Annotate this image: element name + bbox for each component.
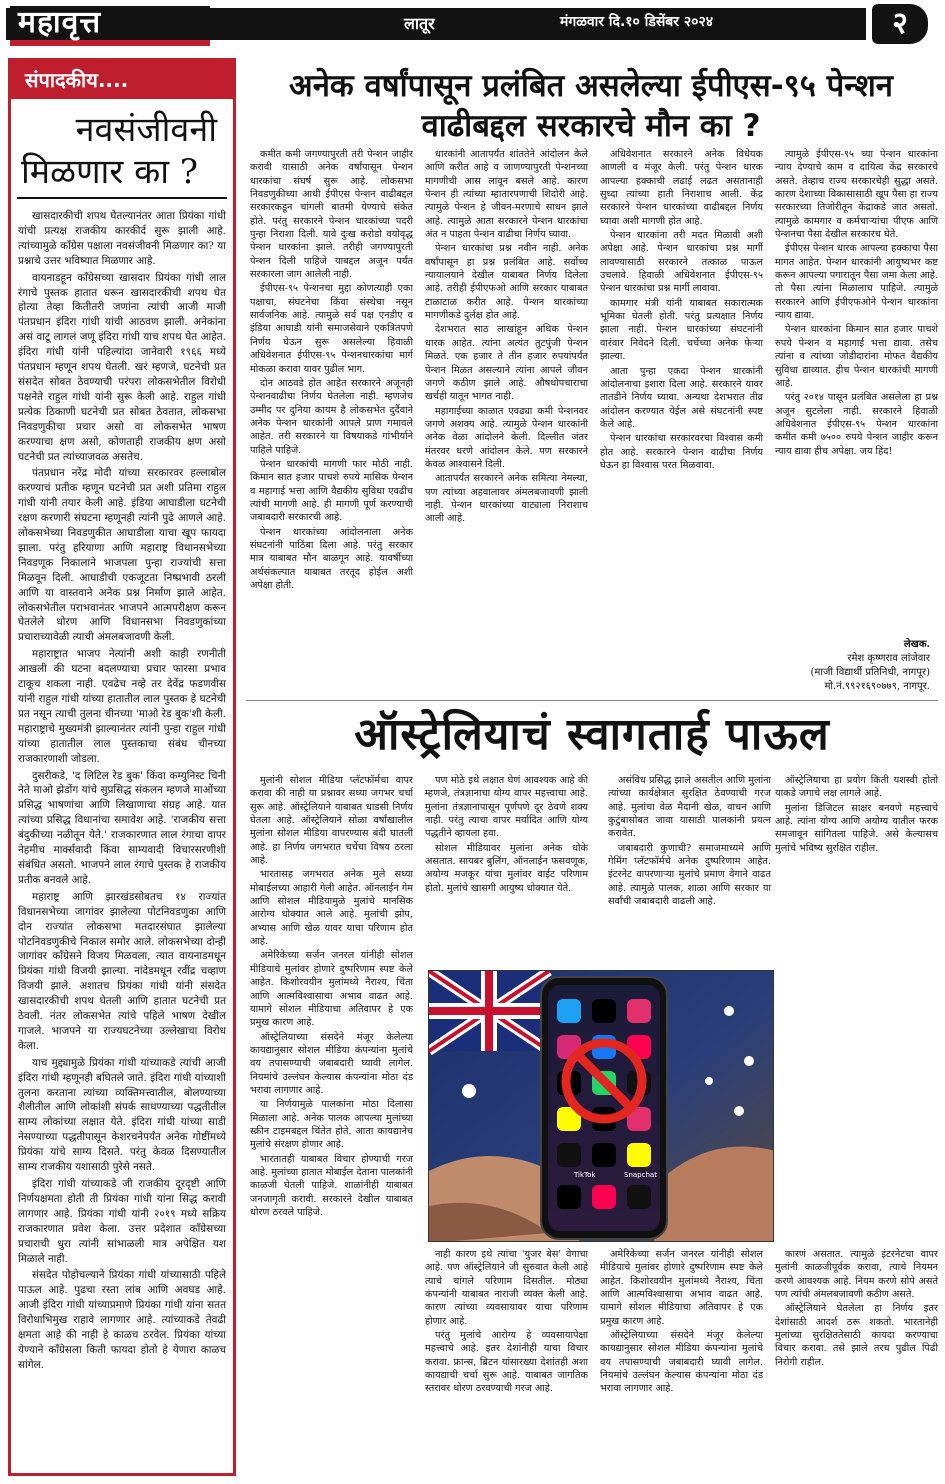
snapchat-app-label: Snapchat [624, 1171, 657, 1179]
article2-paragraph: अमेरिकेच्या सर्जन जनरल यांनीही सोशल मीडियाचे मुलांवर होणारे दुष्परिणाम स्पष्ट केले आहेत. किशोरवयीन मुलांमध्ये नैराश्य, चिंता आणि आत्मविश्वासाचा अभाव वाढत आहे. यामागे सोशल मीडियाचा अतिवापर हे एक प्रमुख कारण आहे. [600, 1249, 763, 1327]
article1-paragraph: पेन्शन धारकांच्या आंदोलनाला अनेक संघटनांनी पाठिंबा दिला आहे. परंतु सरकार मात्र याबाबत मौन बाळगून आहे. यावर्षीच्या अर्थसंकल्पात याबाबत तरतूद होईल अशी अपेक्षा होती. [250, 526, 413, 591]
masthead [0, 0, 945, 44]
editorial-paragraph: याच मुद्द्यामुळे प्रियंका गांधी यांच्याकडे त्यांची आजी इंदिरा गांधी म्हणूनही बघितले जाते. इंदिरा गांधी यांच्याशी तुलना करताना त्यांच्या व्यक्तिमत्त्वातील, बोलण्याच्या शैलीतील आणि लोकांशी संपर्क साधण्याच्या पद्धतीतील साम्य लोकांच्या लक्षात येते. इंदिरा गांधी यांच्या साडी नेसण्याच्या पद्धतीपासून केशरचनेपर्यंत अनेक गोष्टींमध्ये प्रियंका यांचे साम्य दिसते. परंतु केवळ दिसण्यातील साम्य राजकीय यशासाठी पुरेसे नसते. [18, 1056, 226, 1174]
article2-column-4-lower [775, 1248, 938, 1480]
article2-paragraph: ऑस्ट्रेलियाने घेतलेला हा निर्णय इतर देशांसाठी आदर्श ठरू शकतो. भारतानेही मुलांच्या सुरक्षिततेसाठी कायदा करण्याचा विचार करावा. तसे झाले तरच पुढील पिढी निरोगी राहील. [775, 1303, 938, 1368]
article1-paragraph: धारकांनी आतापर्यंत शांततेने आंदोलन केले आणि करीत आहे व जाणण्यापुरती पेन्शनच्या मागणीची आस लावून बसले आहे. कारण पेन्शन ही त्यांच्या म्हातारपणाची शिदोरी आहे. त्यामुळे पेन्शन हे जीवन-मरणाचे साधन झाले आहे. त्यामुळे आता सरकारने पेन्शन धारकांचा अंत न पाहता पेन्शन वाढीचा निर्णय घ्यावा. [425, 149, 588, 241]
article2-paragraph: भारतातही याबाबत विचार होण्याची गरज आहे. मुलांच्या हातात मोबाईल देताना पालकांनी काळजी घेतली पाहिजे. शाळांनीही याबाबत जनजागृती करावी. सरकारने देखील याबाबत धोरण ठरवले पाहिजे. [250, 1153, 413, 1218]
page-number: २ [872, 4, 928, 44]
article1-paragraph: ईपीएस-९५ पेन्शनचा मुद्दा कोणत्याही एका पक्षाचा, संघटनेचा किंवा संस्थेचा नसून सार्वजनिक आहे. त्यामुळे सर्व पक्ष एनडीए व इंडिया आघाडी यांनी समाजसेवाने एकत्रितपणे निर्णय घेऊन सुरू असलेल्या हिवाळी अधिवेशनात ईपीएस-९५ पेन्शनधारकांचा मार्ग मोकळा करावा यावर पुढील भाग. [250, 283, 413, 375]
article2-paragraph: अमेरिकेच्या सर्जन जनरल यांनीही सोशल मीडियाचे मुलांवर होणारे दुष्परिणाम स्पष्ट केले आहेत. किशोरवयीन मुलांमध्ये नैराश्य, चिंता आणि आत्मविश्वासाचा अभाव वाढत आहे. यामागे सोशल मीडियाचा अतिवापर हे एक प्रमुख कारण आहे. [250, 950, 413, 1029]
article1-body [250, 148, 938, 696]
article1-byline [775, 638, 938, 694]
article-divider [246, 700, 938, 701]
article1-paragraph: कामगार मंत्री यांनी याबाबत सकारात्मक भूमिका घेतली होती. परंतु प्रत्यक्षात निर्णय झाला नाही. पेन्शन धारकांच्या संघटनांनी वारंवार निवेदने दिली. चर्चेच्या अनेक फेऱ्या झाल्या. [600, 297, 763, 363]
article2-column-4-upper [775, 774, 938, 964]
article2-paragraph: मुलांना डिजिटल साक्षर बनवणे महत्त्वाचे आहे. त्यांना योग्य आणि अयोग्य यातील फरक समजावून सांगितला पाहिजे. असे केल्यासच मुलांचे भविष्य सुरक्षित राहील. [775, 802, 938, 854]
article1-paragraph: ईपीएस पेन्शन धारक आपल्या हक्काचा पैसा मागत आहेत. पेन्शन धारकांनी आयुष्यभर कष्ट करून आपल्या पगारातून पैसा जमा केला आहे. तो पैसा त्यांना मिळालाच पाहिजे. त्यामुळे सरकारने आणि ईपीएफओने पेन्शन धारकांना न्याय द्यावा. [775, 243, 938, 322]
editorial-column [8, 58, 236, 1476]
article2-column-2-lower [425, 1248, 588, 1480]
article1-headline: अनेक वर्षांपासून प्रलंबित असलेल्या ईपीएस-९५ पेन्शन वाढीबद्दल सरकारचे मौन का ? [289, 68, 893, 144]
article1-paragraph: पेन्शन धारकांना किमान सात हजार पाचशे रुपये पेन्शन व महागाई भत्ता द्यावा. तसेच त्यांना व त्यांच्या जोडीदारांना मोफत वैद्यकीय सुविधा द्याव्यात. हीच पेन्शन धारकांची मागणी आहे. [775, 324, 938, 389]
byline-author-detail: (माजी विद्यार्थी प्रतिनिधी, नागपूर) [810, 667, 930, 678]
article2-paragraph: परंतु मुलांचे आरोग्य हे व्यवसायापेक्षा महत्त्वाचे आहे. इतर देशांनीही याचा विचार करावा. फ्रान्स, ब्रिटन यांसारख्या देशांतही अशा कायद्याची चर्चा सुरू आहे. याबाबत जागतिक स्तरावर धोरण ठरवण्याची गरज आहे. [425, 1330, 588, 1395]
article1-paragraph: महागाईच्या काळात एवढ्या कमी पेन्शनवर जगणे अशक्य आहे. त्यामुळे पेन्शन धारकांनी अनेक वेळा आंदोलने केली. दिल्लीत जंतर मंतरवर धरणे आंदोलन केले. पण सरकारने केवळ आश्वासने दिली. [425, 405, 588, 470]
paper-name: महावृत्त [10, 6, 210, 46]
article2-paragraph: सोशल मीडियावर मुलांना अनेक धोके असतात. सायबर बुलिंग, ऑनलाईन फसवणूक, अयोग्य मजकूर यांचा मुलांवर वाईट परिणाम होतो. मुलांचे खासगी आयुष्य धोक्यात येते. [425, 842, 588, 894]
article2-headline: ऑस्ट्रेलियाचं स्वागतार्ह पाऊल [354, 709, 830, 760]
editorial-paragraph: वायनाडहून काँग्रेसच्या खासदार प्रियंका गांधी लाल रंगाचे पुस्तक हातात धरून खासदारकीची शपथ घेत होत्या तेव्हा कितीतरी जणांना त्यांची आजी माजी पंतप्रधान इंदिरा गांधी यांची आठवण झाली. अनेकांना असं वाटू लागलं जणू इंदिरा गांधी याच शपथ घेत आहेत. इंदिरा गांधी यांनी पहिल्यांदा जानेवारी १९६६ मध्ये पंतप्रधान म्हणून शपथ घेतली. खरं म्हणजे, घटनेची प्रत संसदेत सोबत ठेवण्याची परंपरा लोकसभेतील विरोधी पक्षनेते राहुल गांधी यांनी सुरू केली आहे. राहुल गांधी प्रत्येक ठिकाणी घटनेची प्रत सोबत ठेवतात, लोकसभा निवडणुकीचा प्रचार असो वा लोकसभेत भाषण करण्याचा क्षण असो, कोणताही राजकीय क्षण असो घटनेची प्रत त्यांच्याजवळ असतेच. [18, 271, 226, 463]
article1-column-2 [425, 148, 588, 696]
article2-column-3-lower [600, 1248, 763, 1480]
edition-city: लातूर [404, 14, 435, 33]
article1-column-1 [250, 148, 413, 696]
article1-column-3 [600, 148, 763, 696]
article2-paragraph: ऑस्ट्रेलियाच्या संसदेने मंजूर केलेल्या कायद्यानुसार सोशल मीडिया कंपन्यांना मुलांचे वय तपासण्याची जबाबदारी घ्यावी लागेल. नियमांचे उल्लंघन केल्यास कंपन्यांना मोठा दंड भरावा लागणार आहे. [600, 1330, 763, 1395]
editorial-paragraph: पंतप्रधान नरेंद्र मोदी यांच्या सरकारवर हल्लाबोल करण्याचं प्रतीक म्हणून घटनेची प्रत अशी प्रतिमा राहुल गांधी यांनी तयार केली आहे. इंडिया आघाडीला घटनेची रक्षण करणारी संघटना म्हणूनही त्यांनी पुढे आणले आहे. लोकसभेच्या निवडणुकीत आघाडीला याचा खूप फायदा झाला. परंतु हरियाणा आणि महाराष्ट्र विधानसभेच्या निवडणूक निकालाने भाजपला पुन्हा राज्यांची सत्ता मिळवून दिली. आघाडीची एकजूटता निष्प्रभावी ठरली आणि या वास्तवाने अनेक प्रश्न निर्माण झाले आहेत. लोकसभेतील पराभवानंतर भाजपने आत्मपरीक्षण करून घेतलेले धोरण आणि विधानसभा निवडणुकांच्या प्रचाराच्यावेळी त्याची अंमलबजावणी केली. [18, 467, 226, 644]
article2-paragraph: ऑस्ट्रेलियाचा हा प्रयोग किती यशस्वी होतो याकडे जगाचे लक्ष लागले आहे. [775, 775, 938, 800]
article2-paragraph: नाही कारण इथे त्यांचा 'युजर बेस' वेगाचा आहे. पण ऑस्ट्रेलियाने जी सुरुवात केली आहे त्याचे चांगले परिणाम दिसतील. मोठ्या कंपन्यांनी याबाबत नाराजी व्यक्त केली आहे. कारण त्यांच्या व्यवसायावर याचा परिणाम होणार आहे. [425, 1249, 588, 1327]
editorial-section-tag: संपादकीय.... [11, 61, 233, 99]
article1-paragraph: पेन्शन धारकांना तरी मदत मिळावी अशी अपेक्षा आहे. पेन्शन धारकांचा प्रश्न मार्गी लावण्यासाठी सरकारने तत्काळ पाऊल उचलावे. हिवाळी अधिवेशनात ईपीएस-९५ पेन्शन धारकांचा प्रश्न मार्गी लावावा. [600, 230, 763, 295]
article2-paragraph: पण मोठे इथे लक्षात घेणं आवश्यक आहे की म्हणजे, तंत्रज्ञानाचा योग्य वापर महत्त्वाचा आहे. मुलांना तंत्रज्ञानापासून पूर्णपणे दूर ठेवणे शक्य नाही. परंतु त्याचा वापर मर्यादित आणि योग्य पद्धतीने व्हायला हवा. [425, 775, 588, 840]
issue-date: मंगळवार दि.१० डिसेंबर २०२४ [560, 14, 714, 30]
editorial-title-line2: मिळणार का ? [21, 152, 199, 192]
article1-paragraph: आता पुन्हा एकदा पेन्शन धारकांनी आंदोलनाचा इशारा दिला आहे. सरकारने यावर तातडीने निर्णय घ्यावा. अन्यथा देशभरात तीव्र आंदोलन करण्यात येईल असे संघटनांनी स्पष्ट केले आहे. [600, 365, 763, 430]
article2-paragraph: ऑस्ट्रेलियाच्या संसदेने मंजूर केलेल्या कायद्यानुसार सोशल मीडिया कंपन्यांना मुलांचे वय तपासण्याची जबाबदारी घ्यावी लागेल. नियमांचे उल्लंघन केल्यास कंपन्यांना मोठा दंड भरावा लागणार आहे. [250, 1031, 413, 1096]
editorial-paragraph: संसदेत पोहोचल्याने प्रियंका गांधी यांच्यासाठी पहिले पाऊल आहे. पुढचा रस्ता लांब आणि अवघड आहे. आजी इंदिरा गांधी यांच्याप्रमाणे प्रियंका गांधी यांना सतत विरोधाभिमुख राहावे लागणार आहे. त्यांच्याकडे तेवढी क्षमता आहे की नाही हे काळच ठरवेल. प्रियंका यांच्या येण्याने काँग्रेसला किती फायदा होतो हे येणारा काळच सांगेल. [18, 1269, 226, 1371]
article1-paragraph: दोन आठवडे होत आहेत सरकारने अजूनही पेन्शनवाढीचा निर्णय घेतलेला नाही. म्हणजेच उम्मीद पर दुनिया कायम है लोकसभेत दुर्दैवाने अनेक पेन्शन धारकांनी आपले प्राण गमावले आहेत. तरी सरकारने या विषयाकडे गांभीर्याने पाहिले पाहिजे. [250, 377, 413, 456]
article1-paragraph: पेन्शन धारकांचा सरकारवरचा विश्वास कमी होत आहे. सरकारने पेन्शन वाढीचा निर्णय घेऊन हा विश्वास परत मिळवावा. [600, 433, 763, 471]
editorial-paragraph: महाराष्ट्रात भाजप नेत्यांनी अशी काही रणनीती आखली की घटना बदलण्याचा प्रचार फारसा प्रभाव टाकूच शकला नाही. एवढेच नव्हे तर देवेंद्र फडणवीस यांनी राहुल गांधी यांच्या हातातील लाल पुस्तक हे घटनेची प्रत नसून त्याची तुलना चीनच्या 'माओ रेड बुक'शी केली. महाराष्ट्राचे मुख्यमंत्री झाल्यानंतर त्यांनी पुन्हा राहुल गांधी यांच्या हातातील लाल पुस्तकाचा संबंध चीनच्या राजकारणाशी जोडला. [18, 648, 226, 765]
editorial-title-line1: नवसंजीवनी [75, 110, 217, 150]
article1-paragraph: परंतु २०१४ पासून प्रलंबित असलेला हा प्रश्न अजून सुटलेला नाही. सरकारने हिवाळी अधिवेशनात ईपीएस-९५ पेन्शन धारकांना कमीत कमी ७५०० रुपये पेन्शन जाहीर करून न्याय द्यावा हीच अपेक्षा. जय हिंद! [775, 392, 938, 457]
article1-paragraph: पेन्शन धारकांचा प्रश्न नवीन नाही. अनेक वर्षांपासून हा प्रश्न प्रलंबित आहे. सर्वोच्च न्यायालयाने देखील याबाबत निर्णय दिलेला आहे. तरीही ईपीएफओ आणि सरकार याबाबत टाळाटाळ करीत आहे. पेन्शन धारकांच्या मागणीकडे दुर्लक्ष होत आहे. [425, 243, 588, 322]
article2-paragraph: जबाबदारी कुणाची? समाजमाध्यमे आणि गेमिंग प्लॅटफॉर्मचे अनेक दुष्परिणाम आहेत. इंटरनेट वापरणाऱ्या मुलांचे प्रमाण वेगाने वाढत आहे. त्यामुळे पालक, शाळा आणि सरकार या सर्वांची जबाबदारी वाढली आहे. [608, 842, 771, 908]
article2-paragraph: भारतासह जगभरात अनेक मुले सध्या मोबाईलच्या आहारी गेली आहेत. ऑनलाईन गेम आणि सोशल मीडियामुळे मुलांचे मानसिक आरोग्य धोक्यात आले आहे. मुलांची झोप, अभ्यास आणि खेळ यावर याचा परिणाम होत आहे. [250, 869, 413, 948]
editorial-paragraph: महाराष्ट्र आणि झारखंडसोबतच १४ राज्यांत विधानसभेच्या जागांवर झालेल्या पोटनिवडणुका आणि दोन राज्यांत लोकसभा मतदारसंघात झालेल्या पोटनिवडणुकीचे निकाल समोर आले. लोकसभेच्या दोन्ही जागांवर काँग्रेसने विजय मिळवला, त्यात वायनाडमधून प्रियंका गांधी विजयी झाल्या. नांदेडमधून रवींद्र चव्हाण विजयी झाले. अशातच प्रियंका गांधी यांनी संसदेत खासदारकीची शपथ घेतली आणि हातात घटनेची प्रत ठेवली. नंतर लोकसभेत त्यांचे पहिले भाषण देखील गाजले. भाजपने या राज्यघटनेच्या उल्लेखाचा विरोध केला. [18, 890, 226, 1052]
editorial-body [11, 205, 233, 1373]
article1-paragraph: आतापर्यंत सरकारने अनेक समित्या नेमल्या, पण त्यांच्या अहवालावर अंमलबजावणी झाली नाही. पेन्शन धारकांच्या वाट्याला निराशाच आली आहे. [425, 473, 588, 525]
byline-author-name: रमेश कृष्णराव लांजेवार [847, 653, 930, 664]
article2-photo [428, 970, 774, 1242]
byline-author-phone: मो.नं.९९२१६९०७७९, नागपूर. [824, 681, 930, 692]
article2-paragraph: कारणं असतात. त्यामुळे इंटरनेटचा वापर मुलांनी काळजीपूर्वक करावा, त्याचे नियमन करणे आवश्यक आहे. नियम करणे सोपे असते पण त्यांची अंमलबजावणी कठीण असते. [775, 1249, 938, 1301]
editorial-title [17, 109, 227, 199]
editorial-paragraph: इंदिरा गांधी यांच्याकडे जी राजकीय दूरदृष्टी आणि निर्णयक्षमता होती ती प्रियंका गांधी यांना सिद्ध करावी लागणार आहे. प्रियंका गांधी यांनी २०१९ मध्ये सक्रिय राजकारणात प्रवेश केला. उत्तर प्रदेशात काँग्रेसच्या प्रचाराची धुरा त्यांनी सांभाळली मात्र अपेक्षित यश मिळाले नाही. [18, 1178, 226, 1265]
article2-column-1 [250, 774, 413, 1480]
byline-role: लेखक. [903, 639, 930, 650]
tiktok-app-label: TikTok [574, 1171, 596, 1179]
editorial-paragraph: खासदारकीची शपथ घेतल्यानंतर आता प्रियंका गांधी यांची प्रत्यक्ष राजकीय कारकीर्द सुरू झाली आहे. त्यांच्यामुळे काँग्रेस पक्षाला नवसंजीवनी मिळणार का? या प्रश्नाचे उत्तर भविष्यात मिळणार आहे. [18, 210, 226, 267]
article1-paragraph: कमीत कमी जगण्यापुरती तरी पेन्शन जाहीर करावी यासाठी अनेक वर्षांपासून पेन्शन धारकांचा संघर्ष सुरू आहे. लोकसभा निवडणुकीच्या आधी ईपीएस पेन्शन वाढीबद्दल सरकारकडून चांगली बातमी येण्याचे संकेत होते. परंतु सरकारने पेन्शन धारकांच्या पदरी पुन्हा निराशा दिली. यावे दुःख करोडो वयोवृद्ध पेन्शन धारकांना झाले. तरीही जगण्यापुरती पेन्शन दिली पाहिजे याबद्दल अजून पर्यंत सरकारला जाग आलेली नाही. [250, 149, 413, 281]
article2-paragraph: या निर्णयामुळे पालकांना मोठा दिलासा मिळाला आहे. अनेक पालक आपल्या मुलांच्या स्क्रीन टाइमबद्दल चिंतेत होते. आता कायद्यानेच मुलांचे संरक्षण होणार आहे. [250, 1099, 413, 1151]
article1-paragraph: त्यामुळे ईपीएस-९५ च्या पेन्शन धारकांना न्याय देण्याचे काम व दायित्व केंद्र सरकारचे असते. तेव्हाच राज्य सरकारचेही सुद्धा असते. कारण देशाच्या विकासासाठी खूप पैसा हा राज्य सरकारच्या तिजोरीतून केंद्राकडे जात असतो. त्यामुळे कामगार व कर्मचाऱ्यांचा पीएफ आणि पेन्शनचा पैसा देखील सरकारच घेते. [775, 149, 938, 241]
article1-paragraph: पेन्शन धारकांची मागणी फार मोठी नाही. किमान सात हजार पाचशे रुपये मासिक पेन्शन व महागाई भत्ता आणि वैद्यकीय सुविधा एवढीच त्यांची मागणी आहे. ही मागणी पूर्ण करण्याची जबाबदारी सरकारची आहे. [250, 458, 413, 524]
article2-column-2-upper [425, 774, 771, 964]
article1-column-4 [775, 148, 938, 628]
article1-paragraph: देशभरात साठ लाखांहून अधिक पेन्शन धारक आहेत. त्यांना अत्यंत तुटपुंजी पेन्शन मिळते. एक हजार ते तीन हजार रुपयांपर्यंत पेन्शन मिळत असल्याने त्यांना आपले जीवन जगणे कठीण झाले आहे. औषधोपचाराचा खर्चही यातून भागत नाही. [425, 324, 588, 403]
article2-paragraph: मुलांनी सोशल मीडिया प्लॅटफॉर्मचा वापर करावा की नाही या प्रश्नावर सध्या जगभर चर्चा सुरू आहे. ऑस्ट्रेलियाने याबाबत धाडसी निर्णय घेतला आहे. ऑस्ट्रेलियाने सोळा वर्षांखालील मुलांना सोशल मीडिया वापरण्यास बंदी घातली आहे. हा निर्णय जगभरात चर्चेचा विषय ठरला आहे. [250, 775, 413, 867]
article2-paragraph: असंविध प्रसिद्ध झाले असतील आणि मुलांना त्यांच्या कार्यक्षेत्रात सुरक्षित ठेवण्याची गरज आहे. मुलांचा वेळ मैदानी खेळ, वाचन आणि कुटुंबासोबत जावा यासाठी पालकांनी प्रयत्न करावेत. [608, 775, 771, 840]
editorial-paragraph: दुसरीकडे, 'द लिटिल रेड बुक' किंवा कम्युनिस्ट चिनी नेते माओ झेडोंग यांचे सुप्रसिद्ध संकलन म्हणजे माओंच्या प्रसिद्ध भाषणांचा आणि लिखाणाचा संग्रह आहे. यात त्यांच्या प्रसिद्ध विधानांचा समावेश आहे. 'राजकीय सत्ता बंदुकीच्या नळीतून येते.' राजकारणात लाल रंगाचा वापर नेहमीच मार्क्सवादी किंवा साम्यवादी विचारसरणीशी संबंधित असतो. भाजपने लाल रंगाचे पुस्तक हे राजकीय प्रतीक बनवले आहे. [18, 769, 226, 886]
smartphone-social-media-ban-illustration [429, 971, 774, 1242]
article1-paragraph: अधिवेशनात सरकारने अनेक विधेयक आणली व मंजूर केली. परंतु पेन्शन धारक आपल्या हक्काची लढाई लढत असतानाही सुध्दा त्यांच्या हाती निराशाच आली. केंद्र सरकारने पेन्शन धारकांच्या वाढीबद्दल निर्णय घ्यावा अशी मागणी होत आहे. [600, 149, 763, 227]
smartphone-icon [541, 977, 667, 1239]
